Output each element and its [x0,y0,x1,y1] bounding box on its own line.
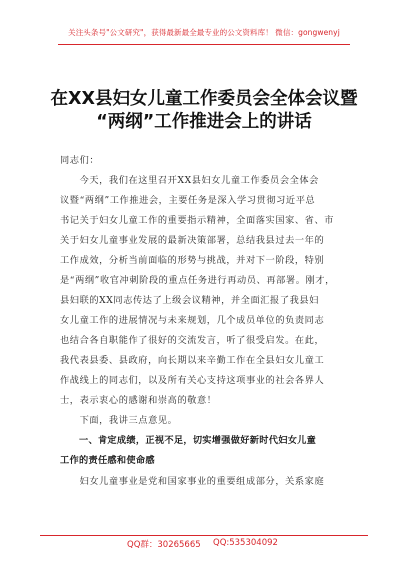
document-title-line-2: “两纲”工作推进会上的讲话 [96,112,312,132]
body-line: 今天，我们在这里召开XX县妇女儿童工作委员会全体会 [60,175,319,186]
body-line: 议暨“两纲”工作推进会，主要任务是深入学习贯彻习近平总 [60,195,316,206]
section-heading-line-1: 一、肯定成绩，正视不足，切实增强做好新时代妇女儿童 [60,435,317,446]
body-line: 士，表示衷心的感谢和崇高的敬意！ [60,395,217,406]
body-line: 关于妇女儿童事业发展的最新决策部署，总结我县过去一年的 [60,235,325,246]
body-line: 下面，我讲三点意见。 [60,415,178,426]
body-line: 我代表县委、县政府，向长期以来辛勤工作在全县妇女儿童工 [60,355,325,366]
body-line: 工作成效，分析当前面临的形势与挑战，并对下一阶段，特别 [60,255,325,266]
body-line: 女儿童工作的进展情况与未来规划，几个成员单位的负责同志 [60,315,325,326]
body-line: 妇女儿童事业是党和国家事业的重要组成部分，关系家庭 [60,476,325,487]
body-line: 县妇联的XX同志传达了上级会议精神，并全面汇报了我县妇 [60,295,319,306]
header-promo-note: 关注头条号"公文研究"，获得最新最全最专业的公文资料库！ 微信：gongwenyj [68,28,340,37]
header-divider [58,44,350,45]
section-heading-line-2: 工作的责任感和使命感 [60,455,155,466]
body-line: 也结合各自职能作了很好的交流发言，听了很受启发。在此， [60,335,325,346]
body-line: 书记关于妇女儿童工作的重要指示精神，全面落实国家、省、市 [60,215,335,226]
body-line-salutation: 同志们： [60,155,100,166]
footer-qq-contact: QQ:535304092 [213,538,278,548]
footer-divider [40,535,368,536]
footer-qq-group: QQ群：30265665 [127,540,201,550]
document-title-line-1: 在XX县妇女儿童工作委员会全体会议暨 [50,89,358,109]
body-line: 是“两纲”收官冲刺阶段的重点任务进行再动员、再部署。刚才， [60,275,335,286]
body-line: 作战线上的同志们，以及所有关心支持这项事业的社会各界人 [60,375,325,386]
